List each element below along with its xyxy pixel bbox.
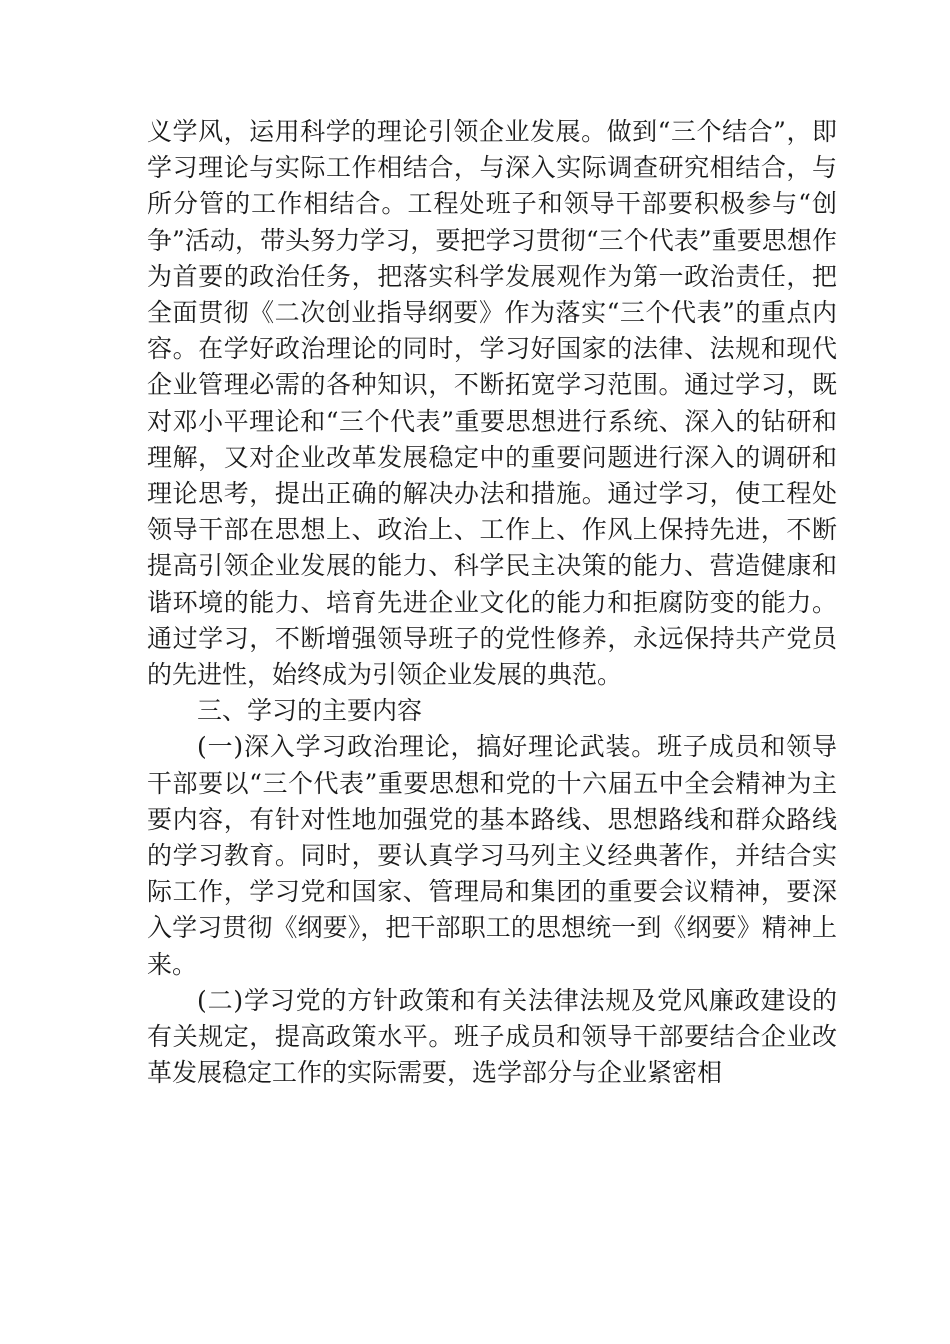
body-paragraph: 义学风，运用科学的理论引领企业发展。做到“三个结合”，即学习理论与实际工作相结合，与深入实际调查研究相结合，与所分管的工作相结合。工程处班子和领导干部要积极参与“创争”活动，带头努力学习，要把学习贯彻“三个代表”重要思想作为首要的政治任务，把落实科学发展观作为第一政治责任，把全面贯彻《二次创业指导纲要》作为落实“三个代表”的重点内容。在学好政治理论的同时，学习好国家的法律、法规和现代企业管理必需的各种知识，不断拓宽学习范围。通过学习，既对邓小平理论和“三个代表”重要思想进行系统、深入的钻研和理解，又对企业改革发展稳定中的重要问题进行深入的调研和理论思考，提出正确的解决办法和措施。通过学习，使工程处领导干部在思想上、政治上、工作上、作风上保持先进，不断提高引领企业发展的能力、科学民主决策的能力、营造健康和谐环境的能力、培育先进企业文化的能力和拒腐防变的能力。通过学习，不断增强领导班子的党性修养，永远保持共产党员的先进性，始终成为引领企业发展的典范。 xyxy=(147,117,837,690)
document-page xyxy=(147,114,837,1091)
body-paragraph: (二)学习党的方针政策和有关法律法规及党风廉政建设的有关规定，提高政策水平。班子成员和领导干部要结合企业改革发展稳定工作的实际需要，选学部分与企业紧密相 xyxy=(147,985,837,1088)
body-paragraph: (一)深入学习政治理论，搞好理论武装。班子成员和领导干部要以“三个代表”重要思想和党的十六届五中全会精神为主要内容，有针对性地加强党的基本路线、思想路线和群众路线的学习教育。同时，要认真学习马列主义经典著作，并结合实际工作，学习党和国家、管理局和集团的重要会议精神，要深入学习贯彻《纲要》，把干部职工的思想统一到《纲要》精神上来。 xyxy=(147,732,837,979)
section-heading: 三、学习的主要内容 xyxy=(197,696,423,726)
